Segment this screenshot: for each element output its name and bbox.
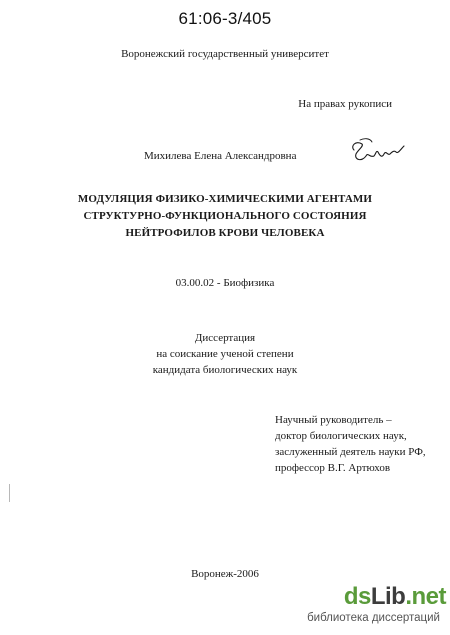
- title-line: МОДУЛЯЦИЯ ФИЗИКО-ХИМИЧЕСКИМИ АГЕНТАМИ: [77, 193, 373, 205]
- supervisor-line: заслуженный деятель науки РФ,: [275, 446, 426, 458]
- dslib-logo: [344, 583, 446, 611]
- supervisor-line: Научный руководитель –: [275, 414, 392, 426]
- specialty-code: 03.00.02 - Биофизика: [175, 277, 275, 289]
- author-name: Михилева Елена Александровна: [144, 150, 297, 162]
- university-name: Воронежский государственный университет: [121, 48, 329, 60]
- logo-ds: ds: [343, 583, 371, 610]
- rights-note: На правах рукописи: [298, 98, 392, 110]
- scan-edge-mark: [9, 484, 10, 502]
- supervisor-line: профессор В.Г. Артюхов: [275, 462, 391, 474]
- supervisor-line: доктор биологических наук,: [275, 430, 407, 442]
- supervisor-block: [275, 412, 426, 476]
- logo-net: .net: [405, 583, 446, 610]
- degree-line: Диссертация: [194, 332, 256, 344]
- handwritten-signature: [348, 136, 408, 168]
- logo-lib: Lib: [370, 583, 406, 610]
- catalog-code: 61:06-3/405: [178, 9, 272, 28]
- degree-statement: [0, 330, 450, 378]
- city-year: Воронеж-2006: [191, 568, 259, 580]
- degree-line: кандидата биологических наук: [152, 364, 298, 376]
- degree-line: на соискание ученой степени: [156, 348, 294, 360]
- title-line: НЕЙТРОФИЛОВ КРОВИ ЧЕЛОВЕКА: [125, 227, 325, 239]
- dissertation-title: [0, 191, 450, 242]
- watermark-tagline: библиотека диссертаций: [307, 612, 440, 624]
- title-line: СТРУКТУРНО-ФУНКЦИОНАЛЬНОГО СОСТОЯНИЯ: [83, 210, 367, 222]
